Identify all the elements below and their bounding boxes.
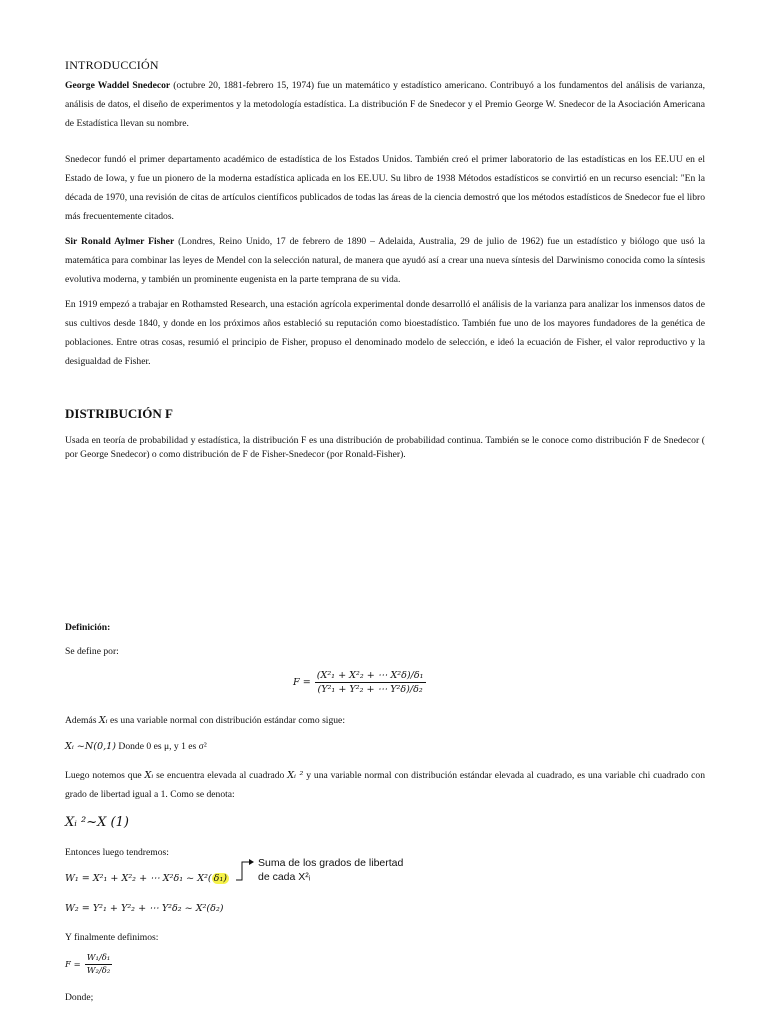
ademas-part-a: Además	[65, 715, 99, 726]
intro-paragraph-1-text: (octubre 20, 1881-febrero 15, 1974) fue un matemático y estadístico americano. Contribuyó a los fundamentos del análisis de varianza, análisis de datos, el diseño de experimentos y la metodología estadística. La distribución F de Snedecor y el Premio George W. Snedecor de la Asociación Americana de Estadística llevan su nombre.	[65, 80, 705, 129]
w2-text: W₂ = Y²₁ + Y²₂ + ⋯ Y²δ₂ ~ Χ²(δ₂)	[65, 903, 224, 914]
intro-heading: INTRODUCCIÓN	[65, 58, 159, 72]
normal-distribution-line	[65, 741, 207, 752]
luego-paragraph	[65, 766, 705, 804]
f-formula-numerator: (X²₁ + X²₂ + ⋯ X²δ)/δ₁	[316, 670, 424, 681]
f-formula	[293, 670, 426, 695]
f-formula-lhs: F =	[293, 677, 311, 688]
w2-equation	[65, 903, 224, 914]
luego-variable-1: Xᵢ	[144, 770, 154, 781]
luego-part-c: y una variable normal con distribución estándar elevada al cuadrado, es una variable chi cuadrado con grado de libertad igual a 1. Como se denota:	[65, 770, 705, 800]
finalmente-text: Y finalmente definimos:	[65, 932, 159, 943]
chi-square-text: Xᵢ ²~Χ (1)	[65, 815, 129, 830]
f-ratio-formula	[65, 953, 112, 976]
annotation-arrow-icon	[232, 856, 256, 884]
distribution-heading: DISTRIBUCIÓN F	[65, 406, 173, 421]
definition-heading: Definición:	[65, 622, 111, 633]
annotation-note	[258, 856, 403, 884]
snedecor-name: George Waddel Snedecor	[65, 80, 171, 91]
donde-text: Donde;	[65, 992, 94, 1003]
f-ratio-numerator: W₁/δ₁	[86, 953, 111, 963]
ademas-part-b: es una variable normal con distribución estándar como sigue:	[107, 715, 345, 726]
intro-paragraph-1	[65, 76, 705, 133]
f-ratio-lhs: F =	[65, 959, 81, 970]
luego-part-a: Luego notemos que	[65, 770, 145, 781]
ademas-text	[65, 715, 345, 726]
ademas-variable: Xᵢ	[98, 715, 108, 726]
f-ratio-denominator: W₂/δ₂	[86, 966, 111, 976]
distribution-paragraph: Usada en teoría de probabilidad y estadística, la distribución F es una distribución de probabilidad continua. También se le conoce como distribución F de Snedecor ( por George Snedecor) o como distribución de F de Fisher-Snedecor (por Ronald-Fisher).	[65, 435, 705, 460]
luego-part-b: se encuentra elevada al cuadrado	[153, 770, 288, 781]
w1-text: W₁ = X²₁ + X²₂ + ⋯ X²δ₁ ~ Χ²(	[65, 873, 212, 884]
annotation-note-line-1: Suma de los grados de libertad	[258, 857, 404, 869]
entonces-text: Entonces luego tendremos:	[65, 847, 169, 858]
intro-paragraph-3	[65, 232, 705, 289]
annotation-note-line-2: de cada X²ᵢ	[258, 871, 311, 883]
chi-square-equation	[65, 815, 129, 830]
normal-text: Donde 0 es μ, y 1 es σ²	[116, 741, 207, 752]
normal-math: Xᵢ ~N(0,1)	[65, 741, 116, 752]
se-define-text: Se define por:	[65, 646, 119, 657]
luego-variable-2: Xᵢ ²	[287, 770, 304, 781]
intro-paragraph-2: Snedecor fundó el primer departamento académico de estadística de los Estados Unidos. También creó el primer laboratorio de las estadísticas en los EE.UU en el Estado de Iowa, y fue un pionero de la moderna estadística aplicada en los EE.UU. Su libro de 1938 Métodos estadísticos se convirtió en un recurso esencial: "En la década de 1970, una revisión de citas de artículos científicos publicados de todas las áreas de la ciencia demostró que los métodos estadísticos de Snedecor fue el libro más frecuentemente citados.	[65, 154, 705, 222]
intro-paragraph-4: En 1919 empezó a trabajar en Rothamsted Research, una estación agrícola experimental donde desarrolló el análisis de la varianza para analizar los inmensos datos de sus cultivos desde 1840, y donde en los próximos años estableció su reputación como bioestadístico. También fue uno de los mayores fundadores de la genética de poblaciones. Entre otras cosas, resumió el principio de Fisher, propuso el denominado modelo de selección, e ideó la ecuación de Fisher, el valor reproductivo y la desigualdad de Fisher.	[65, 299, 705, 367]
f-formula-denominator: (Y²₁ + Y²₂ + ⋯ Y²δ)/δ₂	[317, 684, 423, 695]
w1-highlight: δ₁)	[213, 873, 228, 884]
w1-equation	[65, 873, 229, 884]
intro-paragraph-3-text: (Londres, Reino Unido, 17 de febrero de 1890 – Adelaida, Australia, 29 de julio de 1962) fue un estadístico y biólogo que usó la matemática para combinar las leyes de Mendel con la selección natural, de manera que ayudó así a crear una nueva síntesis del Darwinismo conocida como la síntesis evolutiva moderna, y también un prominente eugenista en la parte temprana de su vida.	[65, 236, 705, 285]
fisher-name: Sir Ronald Aylmer Fisher	[65, 236, 175, 247]
